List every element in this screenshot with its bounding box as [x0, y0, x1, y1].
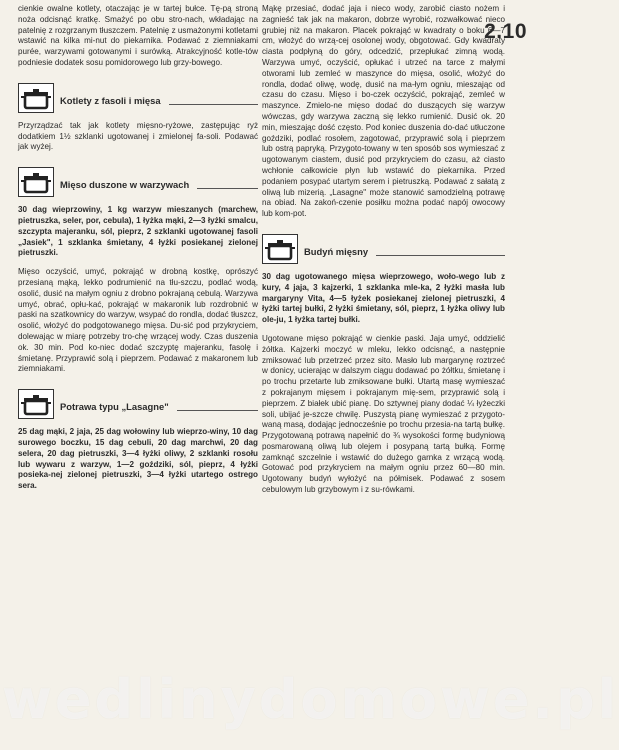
recipe-title: Kotlety z fasoli i mięsa	[60, 94, 161, 106]
pot-icon	[262, 234, 298, 264]
page-number: 2.10	[484, 20, 527, 43]
lasagne-method: Mąkę przesiać, dodać jaja i nieco wody, zarobić ciasto nożem i zagnieść tak jak na makaron, dobrze wyrobić, rozwałkować nieco grubiej niż na makaron. Placek pokrająć w kwadraty o boku 6—7 cm, włożyć do wrzą-cej osolonej wody, obgotować. Gdy kwadraty ciasta podpłyną do góry, odcedzić, przepłukać zimną wodą. Warzywa umyć, oczyścić, opłukać i utrzeć na tarce z małymi otworami lub zemleć w maszynce do mięsa, osolić, włożyć do rondla, dodać oliwę, wodę, dusić na ma-łym ogniu, mieszając od czasu do czasu. Mięso i bo-czek oczyścić, pokrająć, zemleć w maszynce. Zmielo-ne mięso dodać do duszących się warzyw wówczas, gdy warzywa zaczną się lekko rumienić. Dusić ok. 20 min, mieszając dość często. Pod koniec duszenia do-dać utłuczone goździki, podlać rosołem, zagotować, przyprawić solą i pieprzem lub ostrą papryką. Przygoto-towany w ten sposób sos wymieszać z ugotowanym ciastem, dusić pod przykryciem do czasu, aż ciasto wchłonie całkowicie płyn lub wstawić do piekarnika. Przed podaniem posypać utartym serem i pietruszką. Podawać z sałatą z oliwą lub mizerią. „Lasagne" może stanowić samodzielną potrawę na obiad. Na zakoń-czenie posiłku można podać napój owocowy lub kom-pot.	[262, 4, 505, 219]
watermark: wedlinydomowe.pl	[2, 668, 619, 731]
recipe-method: Mięso oczyścić, umyć, pokrająć w drobną kostkę, oprószyć przesianą mąką, lekko podrumienić na tłu-szczu, podlać wodą, osolić, dusić na małym ogniu z drobno pokrajaną cebulą. Warzywa umyć, obrać, opłu-kać, pokrająć w makaronik lub rozdrobnić w paski na szatkownicy do warzyw, wsypać do rondla, dodać tłuszcz, osolić, włożyć do podgotowanego mięsa. Du-sić pod przykryciem, dolewając w miarę potrzeby tro-chę wrzącej wody. Czas duszenia ok. 30 min. Pod ko-niec dodać szczyptę majeranku, fasolę i śmietanę. Przyprawić solą i pieprzem. Podawać z makaronem lub ziemniakami.	[18, 267, 258, 374]
recipe-method: Ugotowane mięso pokrająć w cienkie paski. Jaja umyć, oddzielić żółtka. Kajzerki moczyć w mleku, lekko odcisnąć, a następnie zmiksować lub przetrzeć przez sito. Masło lub margarynę roztrzeć w donicy, ucierając w dalszym ciągu dodawać po żółtku, śmietanę i po trochu przetarte lub zmiksowane bułki. Utartą masę wymieszać z pokrajanym mięsem i pokrajanym mię-sem, przyprawić solą i pieprzem. Z białek ubić pianę. Do sztywnej piany dodać ¼ łyżeczki soli, ubijać je-szcze chwilę. Puszystą pianę wymieszać z przygoto-waną masą, dodając jednocześnie po trochu przesia-na tartą bułkę. Przygotowaną potrawą napełnić do ¾ wysokości formę budyniową posmarowaną oliwą lub olejem i posypaną tartą bułką. Formę zamknąć szczelnie i wstawić do dużego garnka z wrzącą wodą. Gotować pod przykryciem na małym ogniu przez 60—80 min. Ugotowany budyń wyłożyć na półmisek. Podawać z sosem cebulowym lub grzybowym i z su-rówkami.	[262, 333, 505, 495]
recipe-ingredients: 25 dag mąki, 2 jaja, 25 dag wołowiny lub wieprzo-winy, 10 dag surowego boczku, 15 dag cebuli, 20 dag marchwi, 20 dag selera, 20 dag pietruszki, 3—4 łyżki oliwy, 2 szklanki rosołu lub wywaru z warzyw, 1—2 goździki, sól, pieprz, 4 łyżki posieka-nej zielonej pietruszki, 3—4 łyżki utartego ostrego sera.	[18, 427, 258, 491]
recipe-title: Potrawa typu „Lasagne"	[60, 401, 169, 413]
recipe-header-kotlety	[18, 83, 258, 113]
pot-icon	[18, 83, 54, 113]
left-column	[18, 4, 258, 500]
recipe-header-lasagne	[18, 389, 258, 419]
recipe-title: Mięso duszone w warzywach	[60, 179, 190, 191]
recipe-ingredients: 30 dag wieprzowiny, 1 kg warzyw mieszanych (marchew, pietruszka, seler, por, cebula), 1 łyżka mąki, 2—3 łyżki smalcu, szczypta majeranku, sól, pieprz, 2 szklanki ugotowanej fasoli „Jasiek", 1 szklanka śmietany, 4 łyżki posiekanej zielonej pietruszki.	[18, 205, 258, 258]
title-rule	[169, 104, 258, 105]
recipe-header-budyn	[262, 234, 505, 264]
recipe-title: Budyń mięsny	[304, 246, 369, 258]
right-column	[262, 4, 505, 502]
title-rule	[376, 255, 505, 256]
pot-icon	[18, 389, 54, 419]
recipe-header-mieso-duszone	[18, 167, 258, 197]
pot-icon	[18, 167, 54, 197]
recipe-method: Przyrządzać tak jak kotlety mięsno-ryżowe, zastępując ryż dodatkiem 1½ szklanki ugotowanej i zmielonej fa-soli. Podawać jak wyżej.	[18, 120, 258, 152]
title-rule	[197, 188, 258, 189]
intro-paragraph: cienkie owalne kotlety, otaczając je w tartej bułce. Tę-pą stroną noża odcisnąć kratkę. Smażyć po obu stro-nach, wkładając na patelnię z rozgrzanym tłuszczem. Patelnię z usmażonymi kotletami wstawić na kilka mi-nut do piekarnika. Podawać z ziemniakami purée, warzywami gotowanymi i surówką. Atrakcyjność kotle-tów podniesie dodatek sosu pomidorowego lub grzy-bowego.	[18, 4, 258, 67]
title-rule	[177, 410, 258, 411]
recipe-ingredients: 30 dag ugotowanego mięsa wieprzowego, woło-wego lub z kury, 4 jaja, 3 kajzerki, 1 szklanka mle-ka, 2 łyżki masła lub margaryny Vita, 4—5 łyżek posiekanej zielonej pietruszki, 4 łyżki tartej bułki, 2 łyżki śmietany, sól, pieprz, 1 łyżka oliwy lub ole-ju, 1 łyżka tartej bułki.	[262, 271, 505, 325]
